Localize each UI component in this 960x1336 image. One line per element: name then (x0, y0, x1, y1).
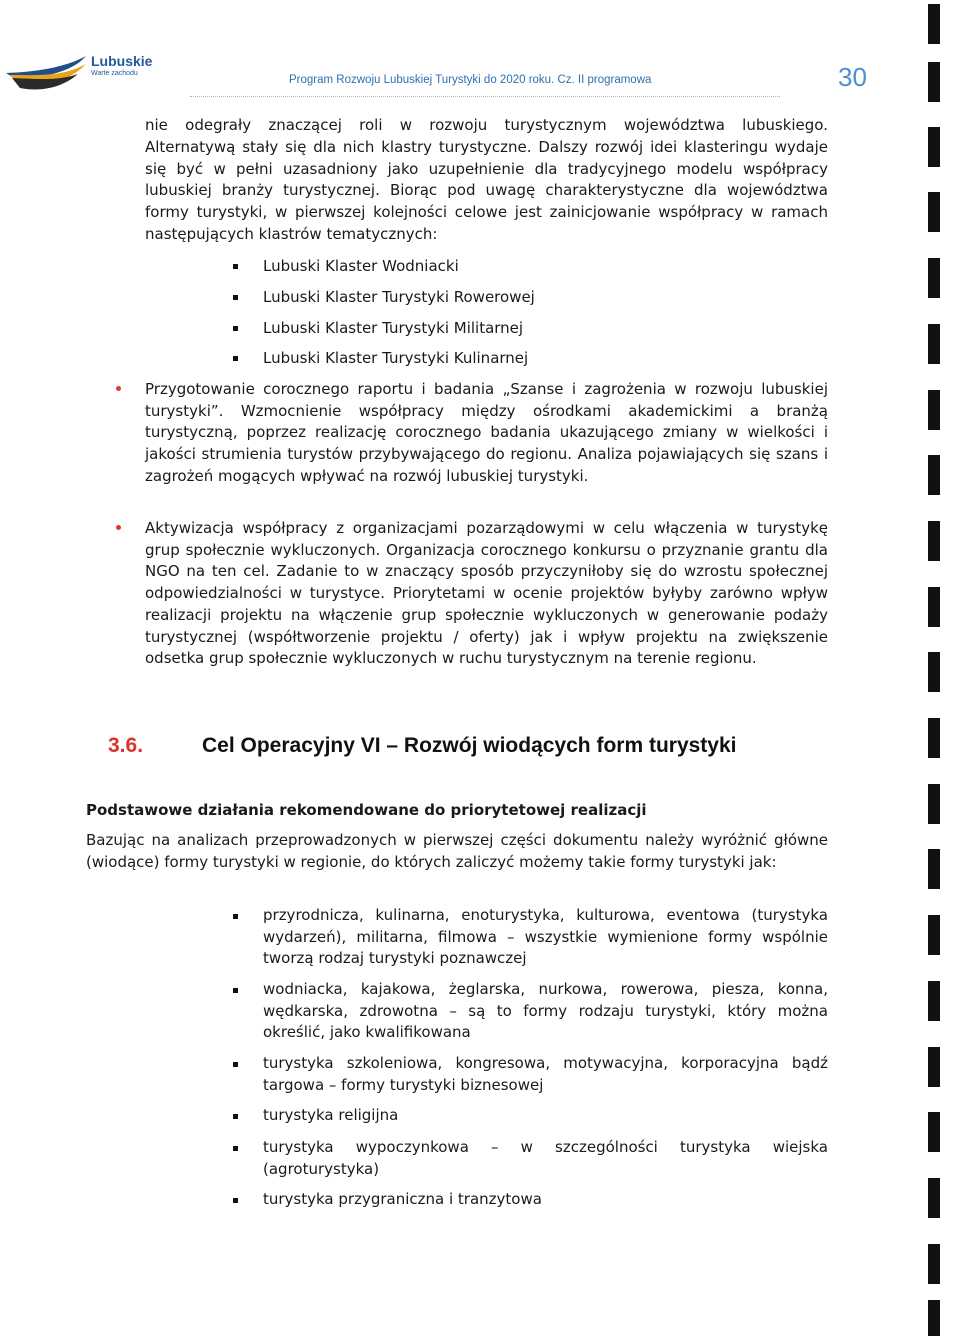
scan-mark (928, 1112, 940, 1152)
tourism-form-item (233, 1105, 828, 1127)
scan-mark (928, 324, 940, 364)
cluster-label: Lubuski Klaster Turystyki Militarnej (263, 319, 524, 337)
square-bullet-icon (233, 264, 238, 269)
square-bullet-icon (233, 1114, 238, 1119)
square-bullet-icon (233, 1146, 238, 1151)
tourism-form-item (233, 1053, 828, 1096)
section-title: Cel Operacyjny VI – Rozwój wiodących form turystyki (202, 734, 737, 757)
scan-mark (928, 784, 940, 824)
header-divider (190, 96, 780, 97)
tourism-form-text: wodniacka, kajakowa, żeglarska, nurkowa, rowerowa, piesza, konna, wędkarska, zdrowotna – są to formy rodzaju turystyki, który można określić, jako kwalifikowana (263, 980, 828, 1041)
scan-mark (928, 718, 940, 758)
red-bullet-icon (116, 525, 121, 530)
logo-tagline: Warte zachodu (91, 70, 138, 77)
intro-line-1: nie odegrały znaczącej roli w rozwoju turystycznym województwa lubuskiego. (145, 116, 828, 134)
intro-paragraph: Alternatywą stały się dla nich klastry turystyczne. Dalszy rozwój idei klasteringu wydaje się być w pełni uzasadniony jako uzupełnienie dla tradycyjnego modelu współpracy lubuskiej branży turystycznej. Biorąc pod uwagę charakterystyczne dla województwa formy turystyki, w pierwszej kolejności celowe jest zainicjowanie współpracy w ramach następujących klastrów tematycznych: (145, 138, 828, 243)
tourism-form-text: turystyka religijna (263, 1106, 399, 1124)
square-bullet-icon (233, 988, 238, 993)
tourism-form-item (233, 905, 828, 970)
tourism-form-text: turystyka szkoleniowa, kongresowa, motywacyjna, korporacyjna bądź targowa – formy turystyki biznesowej (263, 1054, 828, 1094)
document-header-title: Program Rozwoju Lubuskiej Turystyki do 2020 roku. Cz. II programowa (289, 74, 652, 86)
tourism-form-item (233, 1137, 828, 1180)
scan-mark (928, 192, 940, 232)
lead-paragraph: Bazując na analizach przeprowadzonych w pierwszej części dokumentu należy wyróżnić główne (wiodące) formy turystyki w regionie, do których zaliczyć możemy takie formy turystyki jak: (86, 831, 828, 871)
scan-mark (928, 652, 940, 692)
scan-mark (928, 455, 940, 495)
scan-mark (928, 390, 940, 430)
scan-mark (928, 1178, 940, 1218)
scan-mark (928, 1300, 940, 1336)
scan-mark (928, 127, 940, 167)
square-bullet-icon (233, 356, 238, 361)
subheading: Podstawowe działania rekomendowane do priorytetowej realizacji (86, 801, 647, 819)
square-bullet-icon (233, 1062, 238, 1067)
square-bullet-icon (233, 295, 238, 300)
bullet-paragraph-ngo: Aktywizacja współpracy z organizacjami pozarządowymi w celu włączenia w turystykę grup społecznie wykluczonych. Organizacja corocznego konkursu o przyznanie grantu dla NGO na ten cel. Zadanie to w znaczący sposób przyczyniłoby się do wzrostu społecznej odpowiedzialności w turystyce. Priorytetami w ocenie projektów byłyby zarówno wpływ realizacji projektu na włączenie grup społecznie wykluczonych w generowanie podaży turystycznej (współtworzenie projektu / oferty) jak i wpływ projektu na zwiększenie odsetka grup społecznie wykluczonych w ruchu turystycznym na terenie regionu. (145, 519, 828, 668)
page-number: 30 (838, 62, 867, 92)
cluster-label: Lubuski Klaster Turystyki Kulinarnej (263, 349, 529, 367)
scan-mark (928, 981, 940, 1021)
logo-name: Lubuskie (91, 53, 153, 69)
tourism-form-text: turystyka przygraniczna i tranzytowa (263, 1190, 542, 1208)
tourism-form-text: turystyka wypoczynkowa – w szczególności turystyka wiejska (agroturystyka) (263, 1138, 828, 1178)
scan-mark (928, 258, 940, 298)
square-bullet-icon (233, 1198, 238, 1203)
red-bullet-icon (116, 386, 121, 391)
scan-mark (928, 1244, 940, 1284)
bullet-paragraph-report: Przygotowanie corocznego raportu i badania „Szanse i zagrożenia w rozwoju lubuskiej turystyki”. Wzmocnienie współpracy między ośrodkami akademickimi a branżą turystyczną, poprzez realizację corocznego badania ukazującego zmiany w wielkości i jakości strumienia turystów przybywającego do regionu. Analiza pojawiających się szans i zagrożeń mogących wpływać na rozwój lubuskiej turystyki. (145, 380, 828, 485)
tourism-form-text: przyrodnicza, kulinarna, enoturystyka, kulturowa, eventowa (turystyka wydarzeń), militarna, filmowa – wszystkie wymienione formy wspólnie tworzą rodzaj turystyki poznawczej (263, 906, 828, 967)
cluster-label: Lubuski Klaster Turystyki Rowerowej (263, 288, 535, 306)
tourism-form-item (233, 979, 828, 1044)
scan-mark (928, 1047, 940, 1087)
scan-mark (928, 4, 940, 44)
scan-mark (928, 587, 940, 627)
tourism-form-item (233, 1189, 828, 1211)
scan-mark (928, 915, 940, 955)
scan-mark (928, 521, 940, 561)
cluster-label: Lubuski Klaster Wodniacki (263, 257, 459, 275)
scan-mark (928, 849, 940, 889)
section-number: 3.6. (108, 734, 144, 757)
scan-registration-marks (928, 0, 942, 1336)
square-bullet-icon (233, 326, 238, 331)
square-bullet-icon (233, 914, 238, 919)
scan-mark (928, 62, 940, 102)
